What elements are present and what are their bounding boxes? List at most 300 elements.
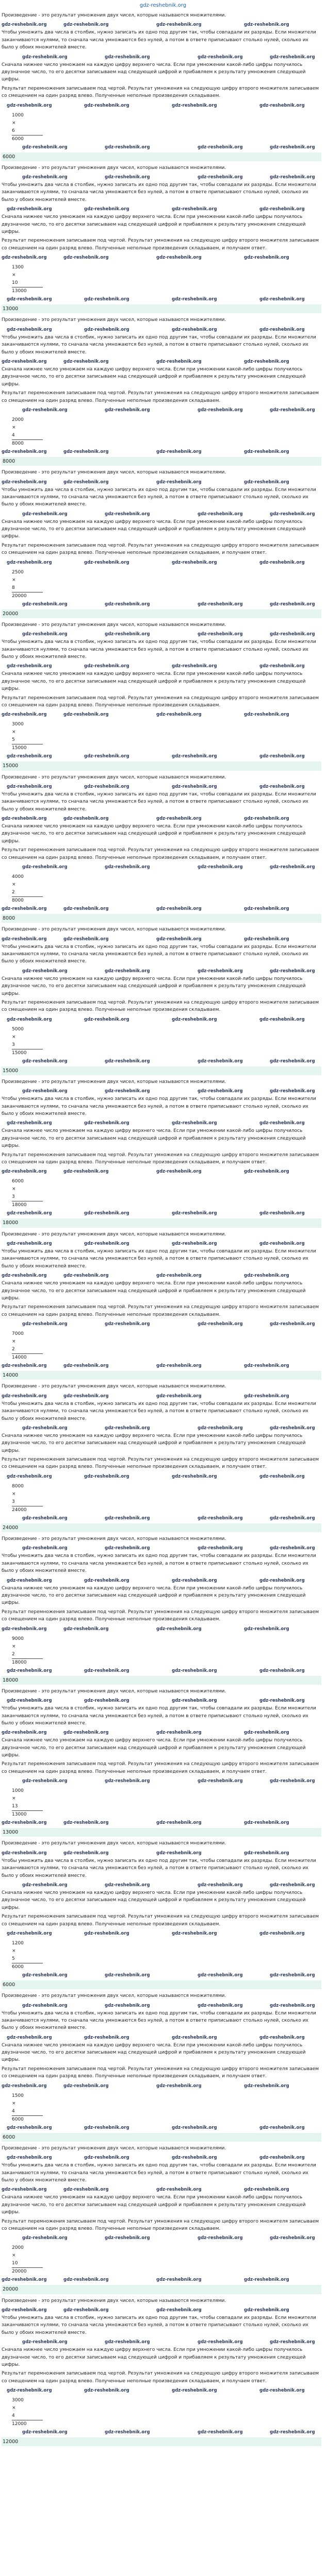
solution-block	[2, 469, 321, 618]
watermark-text: gdz-reshebnik.org	[198, 1883, 243, 1888]
watermark-row	[2, 1544, 321, 1552]
watermark-text: gdz-reshebnik.org	[105, 1546, 150, 1551]
watermark-text: gdz-reshebnik.org	[7, 560, 52, 565]
watermark-row	[2, 1057, 321, 1065]
watermark-text: gdz-reshebnik.org	[270, 1321, 315, 1327]
explanation-paragraph: Результат перемножения записываем под чертой. Результат умножения на следующую цифру второго множителя записываем со смещением на один разряд влево. Полученные неполные произведения складываем.	[2, 1304, 319, 1317]
watermark-row	[2, 2306, 321, 2314]
watermark-text: gdz-reshebnik.org	[105, 407, 150, 413]
watermark-text: gdz-reshebnik.org	[7, 207, 52, 212]
watermark-text: gdz-reshebnik.org	[270, 54, 315, 60]
watermark-text: gdz-reshebnik.org	[259, 2125, 305, 2130]
watermark-text: gdz-reshebnik.org	[105, 2003, 150, 2008]
explanation-paragraph: Результат перемножения записываем под чертой. Результат умножения на следующую цифру второго множителя записываем со смещением на один разряд влево. Полученные неполные произведения складываем, и получаем ответ.	[2, 238, 319, 251]
watermark-text: gdz-reshebnik.org	[198, 1546, 243, 1551]
watermark-text: gdz-reshebnik.org	[2, 1273, 47, 1279]
watermark-text: gdz-reshebnik.org	[2, 255, 47, 261]
factor-row: 5	[12, 1956, 15, 1961]
watermark-text: gdz-reshebnik.org	[63, 255, 109, 261]
explanation-paragraph: Сначала нижнее число умножаем на каждую цифру верхнего числа. Если при умножении какой-либо цифры получилось двузначное число, то его десятки записываем над следующей цифрой и прибавляем к результату умножения следующей цифры.	[2, 1281, 306, 1301]
answer-value: 18000	[2, 1218, 321, 1227]
watermark-text: gdz-reshebnik.org	[63, 2307, 109, 2313]
watermark-row	[2, 2002, 321, 2010]
watermark-text: gdz-reshebnik.org	[156, 2187, 202, 2193]
watermark-row	[2, 2386, 321, 2395]
watermark-row	[2, 1087, 321, 1095]
factor-row: 2	[12, 1651, 15, 1657]
watermark-text: gdz-reshebnik.org	[7, 1016, 52, 1022]
watermark-text: gdz-reshebnik.org	[244, 449, 289, 454]
explanation-paragraph: Сначала нижнее число умножаем на каждую цифру верхнего числа. Если при умножении какой-либо цифры получилось двузначное число, то его десятки записываем над следующей цифрой и прибавляем к результату умножения следующей цифры.	[2, 1890, 306, 1910]
watermark-row	[2, 1777, 321, 1785]
watermark-row	[2, 2124, 321, 2132]
solution-block	[2, 774, 321, 923]
multiply-sign: ×	[12, 730, 16, 735]
watermark-text: gdz-reshebnik.org	[259, 207, 305, 212]
solution-block	[2, 1688, 321, 1837]
answer-value: 6000	[2, 1980, 321, 1989]
watermark-text: gdz-reshebnik.org	[172, 1668, 217, 1673]
watermark-text: gdz-reshebnik.org	[63, 936, 109, 942]
watermark-text: gdz-reshebnik.org	[2, 816, 47, 822]
factor-row: 1300	[12, 265, 24, 270]
watermark-text: gdz-reshebnik.org	[105, 2340, 150, 2345]
explanation-paragraph: Результат перемножения записываем под чертой. Результат умножения на следующую цифру второго множителя записываем со смещением на один разряд влево. Полученные неполные произведения складываем, и получаем ответ.	[2, 543, 319, 556]
product-row: 12000	[12, 2420, 43, 2428]
watermark-row	[2, 1625, 321, 1633]
watermark-text: gdz-reshebnik.org	[244, 22, 289, 28]
multiply-sign: ×	[12, 2405, 16, 2411]
product-row: 6000	[12, 2115, 43, 2124]
watermark-text: gdz-reshebnik.org	[259, 664, 305, 669]
watermark-text: gdz-reshebnik.org	[198, 865, 243, 870]
watermark-text: gdz-reshebnik.org	[172, 1211, 217, 1216]
multiply-sign: ×	[12, 1187, 16, 1192]
watermark-text: gdz-reshebnik.org	[198, 601, 243, 607]
watermark-row	[2, 253, 321, 262]
watermark-text: gdz-reshebnik.org	[105, 2235, 150, 2241]
watermark-text: gdz-reshebnik.org	[63, 22, 109, 28]
watermark-text: gdz-reshebnik.org	[172, 2155, 217, 2161]
column-multiplication	[12, 2397, 94, 2428]
watermark-text: gdz-reshebnik.org	[22, 1425, 68, 1431]
product-row: 20000	[12, 592, 43, 600]
watermark-text: gdz-reshebnik.org	[22, 632, 68, 637]
watermark-text: gdz-reshebnik.org	[198, 968, 243, 974]
watermark-text: gdz-reshebnik.org	[172, 1473, 217, 1479]
watermark-text: gdz-reshebnik.org	[270, 1058, 315, 1064]
watermark-text: gdz-reshebnik.org	[244, 816, 289, 822]
solution-block	[2, 164, 321, 314]
solution-block	[2, 1535, 321, 1685]
watermark-text: gdz-reshebnik.org	[259, 1241, 305, 1247]
watermark-text: gdz-reshebnik.org	[84, 103, 129, 108]
watermark-row	[2, 173, 321, 181]
watermark-text: gdz-reshebnik.org	[270, 632, 315, 637]
solution-block	[2, 316, 321, 466]
watermark-text: gdz-reshebnik.org	[105, 1089, 150, 1094]
answer-value: 20000	[2, 2285, 321, 2294]
watermark-text: gdz-reshebnik.org	[7, 754, 52, 759]
watermark-text: gdz-reshebnik.org	[156, 22, 202, 28]
watermark-text: gdz-reshebnik.org	[198, 2235, 243, 2241]
watermark-row	[2, 1015, 321, 1024]
watermark-text: gdz-reshebnik.org	[156, 1626, 202, 1632]
explanation-paragraph: Сначала нижнее число умножаем на каждую цифру верхнего числа. Если при умножении какой-либо цифры получилось двузначное число, то его десятки записываем над следующей цифрой и прибавляем к результату умножения следующей цифры.	[2, 62, 306, 82]
watermark-text: gdz-reshebnik.org	[244, 255, 289, 261]
watermark-text: gdz-reshebnik.org	[63, 906, 109, 912]
multiply-sign: ×	[12, 1643, 16, 1649]
watermark-text: gdz-reshebnik.org	[63, 1393, 109, 1399]
watermark-text: gdz-reshebnik.org	[198, 1321, 243, 1327]
watermark-row	[2, 2276, 321, 2284]
explanation-paragraph: Произведение - это результат умножения двух чисел, которые называются множителями.	[2, 317, 226, 323]
watermark-text: gdz-reshebnik.org	[259, 1668, 305, 1673]
watermark-row	[2, 815, 321, 823]
watermark-text: gdz-reshebnik.org	[7, 1241, 52, 1247]
watermark-row	[2, 2154, 321, 2162]
watermark-text: gdz-reshebnik.org	[270, 144, 315, 150]
watermark-row	[2, 1514, 321, 1522]
watermark-text: gdz-reshebnik.org	[63, 1363, 109, 1369]
watermark-text: gdz-reshebnik.org	[22, 1972, 68, 1978]
watermark-text: gdz-reshebnik.org	[2, 936, 47, 942]
explanation-paragraph: Произведение - это результат умножения двух чисел, которые называются множителями.	[2, 2145, 226, 2151]
watermark-row	[2, 600, 321, 608]
watermark-text: gdz-reshebnik.org	[270, 175, 315, 180]
watermark-text: gdz-reshebnik.org	[84, 2388, 129, 2394]
product-row: 14000	[12, 1353, 43, 1362]
explanation-paragraph: Произведение - это результат умножения двух чисел, которые называются множителями.	[2, 13, 226, 18]
watermark-row	[2, 1881, 321, 1889]
factor-row: 2	[12, 890, 15, 895]
factor-row: 8	[12, 585, 15, 590]
watermark-text: gdz-reshebnik.org	[156, 906, 202, 912]
watermark-text: gdz-reshebnik.org	[156, 359, 202, 364]
explanation-paragraph: Результат перемножения записываем под чертой. Результат умножения на следующую цифру второго множителя записываем со смещением на один разряд влево. Полученные неполные произведения складываем.	[2, 1609, 319, 1622]
watermark-text: gdz-reshebnik.org	[84, 1698, 129, 1704]
factor-row: 1000	[12, 112, 24, 118]
watermark-text: gdz-reshebnik.org	[63, 359, 109, 364]
watermark-text: gdz-reshebnik.org	[22, 175, 68, 180]
watermark-row	[2, 1577, 321, 1585]
watermark-text: gdz-reshebnik.org	[259, 103, 305, 108]
watermark-row	[2, 1728, 321, 1737]
watermark-text: gdz-reshebnik.org	[2, 1626, 47, 1632]
watermark-text: gdz-reshebnik.org	[22, 968, 68, 974]
watermark-text: gdz-reshebnik.org	[198, 2430, 243, 2435]
factor-row: 2	[12, 1347, 15, 1352]
watermark-text: gdz-reshebnik.org	[105, 1515, 150, 1521]
explanation-paragraph: Результат перемножения записываем под чертой. Результат умножения на следующую цифру второго множителя записываем со смещением на один разряд влево. Полученные неполные произведения складываем, и получаем ответ.	[2, 1152, 319, 1165]
multiply-sign: ×	[12, 1948, 16, 1954]
explanation-paragraph: Сначала нижнее число умножаем на каждую цифру верхнего числа. Если при умножении какой-либо цифры получилось двузначное число, то его десятки записываем над следующей цифрой и прибавляем к результату умножения следующей цифры.	[2, 1128, 306, 1149]
watermark-row	[2, 21, 321, 29]
explanation-paragraph: Результат перемножения записываем под чертой. Результат умножения на следующую цифру второго множителя записываем со смещением на один разряд влево. Полученные неполные произведения складываем, и получаем ответ.	[2, 1761, 319, 1774]
product-row: 13000	[12, 1810, 43, 1819]
product-row: 6000	[12, 135, 43, 143]
watermark-text: gdz-reshebnik.org	[198, 175, 243, 180]
explanation-paragraph: Произведение - это результат умножения двух чисел, которые называются множителями.	[2, 2298, 226, 2303]
watermark-text: gdz-reshebnik.org	[84, 1578, 129, 1583]
explanation-paragraph: Чтобы умножить два числа в столбик, нужно записать их одно под другим так, чтобы совпадали их разряды. Если множители заканчиваются нулями, то сначала числа умножаются без нулей, а потом в ответе приписывают столько нулей, сколько их было у обоих множителей вместе.	[2, 1401, 316, 1421]
watermark-text: gdz-reshebnik.org	[105, 54, 150, 60]
watermark-text: gdz-reshebnik.org	[172, 103, 217, 108]
factor-row: 13	[12, 1804, 18, 1809]
watermark-text: gdz-reshebnik.org	[2, 1169, 47, 1175]
site-link[interactable]: gdz-reshebnik.org	[139, 3, 187, 8]
watermark-text: gdz-reshebnik.org	[7, 327, 52, 332]
watermark-text: gdz-reshebnik.org	[198, 632, 243, 637]
watermark-text: gdz-reshebnik.org	[270, 1515, 315, 1521]
explanation-paragraph: Чтобы умножить два числа в столбик, нужно записать их одно под другим так, чтобы совпадали их разряды. Если множители заканчиваются нулями, то сначала числа умножаются без нулей, а потом в ответе приписывают столько нулей, сколько их было у обоих множителей вместе.	[2, 944, 316, 964]
watermark-text: gdz-reshebnik.org	[2, 1393, 47, 1399]
watermark-text: gdz-reshebnik.org	[172, 664, 217, 669]
multiply-sign: ×	[12, 1339, 16, 1345]
watermark-text: gdz-reshebnik.org	[105, 2430, 150, 2435]
watermark-text: gdz-reshebnik.org	[22, 2235, 68, 2241]
watermark-text: gdz-reshebnik.org	[172, 327, 217, 332]
watermark-text: gdz-reshebnik.org	[63, 1169, 109, 1175]
explanation-paragraph: Сначала нижнее число умножаем на каждую цифру верхнего числа. Если при умножении какой-либо цифры получилось двузначное число, то его десятки записываем над следующей цифрой и прибавляем к результату умножения следующей цифры.	[2, 2347, 306, 2367]
watermark-text: gdz-reshebnik.org	[270, 407, 315, 413]
explanation-paragraph: Произведение - это результат умножения двух чисел, которые называются множителями.	[2, 1688, 226, 1694]
watermark-text: gdz-reshebnik.org	[244, 359, 289, 364]
watermark-text: gdz-reshebnik.org	[198, 1515, 243, 1521]
watermark-text: gdz-reshebnik.org	[172, 1121, 217, 1126]
watermark-text: gdz-reshebnik.org	[259, 1578, 305, 1583]
factor-row: 8000	[12, 1483, 24, 1489]
explanation-paragraph: Чтобы умножить два числа в столбик, нужно записать их одно под другим так, чтобы совпадали их разряды. Если множители заканчиваются нулями, то сначала числа умножаются без нулей, а потом в ответе приписывают столько нулей, сколько их было у обоих множителей вместе.	[2, 791, 316, 812]
watermark-text: gdz-reshebnik.org	[22, 511, 68, 517]
watermark-text: gdz-reshebnik.org	[2, 906, 47, 912]
multiply-sign: ×	[12, 577, 16, 583]
answer-value: 13000	[2, 1828, 321, 1837]
watermark-text: gdz-reshebnik.org	[105, 865, 150, 870]
watermark-text: gdz-reshebnik.org	[63, 2187, 109, 2193]
watermark-text: gdz-reshebnik.org	[198, 1058, 243, 1064]
watermark-row	[2, 1392, 321, 1400]
watermark-text: gdz-reshebnik.org	[259, 560, 305, 565]
watermark-text: gdz-reshebnik.org	[7, 1211, 52, 1216]
watermark-text: gdz-reshebnik.org	[156, 1393, 202, 1399]
watermark-text: gdz-reshebnik.org	[105, 1883, 150, 1888]
watermark-text: gdz-reshebnik.org	[7, 2125, 52, 2130]
watermark-text: gdz-reshebnik.org	[22, 1058, 68, 1064]
explanation-paragraph: Результат перемножения записываем под чертой. Результат умножения на следующую цифру второго множителя записываем со смещением на один разряд влево. Полученные неполные произведения складываем.	[2, 391, 319, 403]
watermark-row	[2, 1424, 321, 1432]
watermark-text: gdz-reshebnik.org	[22, 54, 68, 60]
explanation-paragraph: Сначала нижнее число умножаем на каждую цифру верхнего числа. Если при умножении какой-либо цифры получилось двузначное число, то его десятки записываем над следующей цифрой и прибавляем к результату умножения следующей цифры.	[2, 1433, 306, 1453]
watermark-row	[2, 510, 321, 518]
watermark-row	[2, 326, 321, 334]
watermark-text: gdz-reshebnik.org	[2, 712, 47, 718]
watermark-row	[2, 630, 321, 638]
solution-block	[2, 12, 321, 161]
watermark-text: gdz-reshebnik.org	[63, 1850, 109, 1856]
watermark-text: gdz-reshebnik.org	[2, 1730, 47, 1736]
explanation-paragraph: Результат перемножения записываем под чертой. Результат умножения на следующую цифру второго множителя записываем со смещением на один разряд влево. Полученные неполные произведения складываем, и получаем ответ.	[2, 2371, 319, 2384]
watermark-text: gdz-reshebnik.org	[244, 1850, 289, 1856]
watermark-row	[2, 143, 321, 151]
watermark-text: gdz-reshebnik.org	[2, 479, 47, 485]
explanation-paragraph: Сначала нижнее число умножаем на каждую цифру верхнего числа. Если при умножении какой-либо цифры получилось двузначное число, то его десятки записываем над следующей цифрой и прибавляем к результату умножения следующей цифры.	[2, 824, 306, 844]
factor-row: 4	[12, 432, 15, 438]
watermark-row	[2, 710, 321, 719]
explanation-paragraph: Произведение - это результат умножения двух чисел, которые называются множителями.	[2, 470, 226, 476]
explanation-paragraph: Результат перемножения записываем под чертой. Результат умножения на следующую цифру второго множителя записываем со смещением на один разряд влево. Полученные неполные произведения складываем.	[2, 999, 319, 1013]
watermark-row	[2, 53, 321, 61]
watermark-text: gdz-reshebnik.org	[198, 1089, 243, 1094]
column-multiplication	[12, 2092, 94, 2124]
watermark-text: gdz-reshebnik.org	[198, 1778, 243, 1784]
watermark-text: gdz-reshebnik.org	[172, 754, 217, 759]
watermark-row	[2, 448, 321, 456]
watermark-text: gdz-reshebnik.org	[7, 784, 52, 789]
column-multiplication	[12, 2244, 94, 2276]
watermark-text: gdz-reshebnik.org	[244, 712, 289, 718]
column-multiplication	[12, 569, 94, 600]
watermark-row	[2, 1472, 321, 1481]
watermark-text: gdz-reshebnik.org	[84, 327, 129, 332]
explanation-paragraph: Произведение - это результат умножения двух чисел, которые называются множителями.	[2, 1079, 226, 1084]
solution-block	[2, 1992, 321, 2142]
product-row: 8000	[12, 439, 43, 448]
watermark-text: gdz-reshebnik.org	[105, 968, 150, 974]
watermark-row	[2, 478, 321, 486]
watermark-text: gdz-reshebnik.org	[22, 865, 68, 870]
watermark-text: gdz-reshebnik.org	[22, 601, 68, 607]
watermark-text: gdz-reshebnik.org	[105, 632, 150, 637]
watermark-row	[2, 1929, 321, 1938]
factor-row: 3000	[12, 2398, 24, 2403]
explanation-paragraph: Произведение - это результат умножения двух чисел, которые называются множителями.	[2, 1384, 226, 1389]
watermark-text: gdz-reshebnik.org	[172, 2388, 217, 2394]
watermark-text: gdz-reshebnik.org	[63, 1730, 109, 1736]
watermark-row	[2, 1272, 321, 1280]
watermark-row	[2, 2234, 321, 2242]
watermark-text: gdz-reshebnik.org	[84, 2125, 129, 2130]
product-row: 15000	[12, 744, 43, 752]
explanation-paragraph: Чтобы умножить два числа в столбик, нужно записать их одно под другим так, чтобы совпадали их разряды. Если множители заканчиваются нулями, то сначала числа умножаются без нулей, а потом в ответе приписывают столько нулей, сколько их было у обоих множителей вместе.	[2, 2010, 316, 2031]
watermark-text: gdz-reshebnik.org	[84, 2155, 129, 2161]
multiply-sign: ×	[12, 2100, 16, 2106]
watermark-text: gdz-reshebnik.org	[63, 1273, 109, 1279]
watermark-text: gdz-reshebnik.org	[270, 1089, 315, 1094]
explanation-paragraph: Сначала нижнее число умножаем на каждую цифру верхнего числа. Если при умножении какой-либо цифры получилось двузначное число, то его десятки записываем над следующей цифрой и прибавляем к результату умножения следующей цифры.	[2, 366, 306, 387]
explanation-paragraph: Чтобы умножить два числа в столбик, нужно записать их одно под другим так, чтобы совпадали их разряды. Если множители заканчиваются нулями, то сначала числа умножаются без нулей, а потом в ответе приписывают столько нулей, сколько их было у обоих множителей вместе.	[2, 334, 316, 355]
watermark-text: gdz-reshebnik.org	[244, 1363, 289, 1369]
watermark-text: gdz-reshebnik.org	[2, 2187, 47, 2193]
watermark-text: gdz-reshebnik.org	[84, 1016, 129, 1022]
watermark-text: gdz-reshebnik.org	[2, 2307, 47, 2313]
explanation-paragraph: Чтобы умножить два числа в столбик, нужно записать их одно под другим так, чтобы совпадали их разряды. Если множители заканчиваются нулями, то сначала числа умножаются без нулей, а потом в ответе приписывают столько нулей, сколько их было у обоих множителей вместе.	[2, 1553, 316, 1574]
watermark-text: gdz-reshebnik.org	[259, 2155, 305, 2161]
watermark-text: gdz-reshebnik.org	[63, 1820, 109, 1826]
column-multiplication	[12, 1178, 94, 1209]
explanation-paragraph: Сначала нижнее число умножаем на каждую цифру верхнего числа. Если при умножении какой-либо цифры получилось двузначное число, то его десятки записываем над следующей цифрой и прибавляем к результату умножения следующей цифры.	[2, 2042, 306, 2063]
watermark-text: gdz-reshebnik.org	[172, 2125, 217, 2130]
explanation-paragraph: Чтобы умножить два числа в столбик, нужно записать их одно под другим так, чтобы совпадали их разряды. Если множители заканчиваются нулями, то сначала числа умножаются без нулей, а потом в ответе приписывают столько нулей, сколько их было у обоих множителей вместе.	[2, 30, 316, 50]
explanation-paragraph: Результат перемножения записываем под чертой. Результат умножения на следующую цифру второго множителя записываем со смещением на один разряд влево. Полученные неполные произведения складываем.	[2, 695, 319, 708]
watermark-text: gdz-reshebnik.org	[270, 511, 315, 517]
watermark-text: gdz-reshebnik.org	[172, 297, 217, 302]
watermark-text: gdz-reshebnik.org	[7, 1473, 52, 1479]
explanation-paragraph: Результат перемножения записываем под чертой. Результат умножения на следующую цифру второго множителя записываем со смещением на один разряд влево. Полученные неполные произведения складываем, и получаем ответ.	[2, 848, 319, 860]
watermark-row	[2, 935, 321, 943]
watermark-row	[2, 358, 321, 366]
watermark-text: gdz-reshebnik.org	[2, 1850, 47, 1856]
solution-block	[2, 1840, 321, 1989]
watermark-text: gdz-reshebnik.org	[156, 479, 202, 485]
watermark-row	[2, 1240, 321, 1248]
watermark-text: gdz-reshebnik.org	[172, 1016, 217, 1022]
watermark-text: gdz-reshebnik.org	[84, 207, 129, 212]
watermark-text: gdz-reshebnik.org	[156, 2083, 202, 2089]
watermark-row	[2, 905, 321, 913]
watermark-row	[2, 558, 321, 567]
watermark-text: gdz-reshebnik.org	[84, 2035, 129, 2040]
watermark-text: gdz-reshebnik.org	[2, 449, 47, 454]
watermark-row	[2, 295, 321, 303]
watermark-text: gdz-reshebnik.org	[105, 1058, 150, 1064]
factor-row: 3	[12, 1194, 15, 1200]
watermark-text: gdz-reshebnik.org	[270, 2340, 315, 2345]
watermark-row	[2, 967, 321, 975]
watermark-text: gdz-reshebnik.org	[198, 407, 243, 413]
watermark-row	[2, 406, 321, 414]
watermark-text: gdz-reshebnik.org	[244, 936, 289, 942]
watermark-text: gdz-reshebnik.org	[156, 449, 202, 454]
explanation-paragraph: Результат перемножения записываем под чертой. Результат умножения на следующую цифру второго множителя записываем со смещением на один разряд влево. Полученные неполные произведения складываем.	[2, 86, 319, 99]
watermark-text: gdz-reshebnik.org	[244, 2277, 289, 2283]
factor-row: 5	[12, 737, 15, 743]
watermark-text: gdz-reshebnik.org	[2, 1363, 47, 1369]
watermark-text: gdz-reshebnik.org	[259, 1016, 305, 1022]
watermark-text: gdz-reshebnik.org	[84, 560, 129, 565]
watermark-text: gdz-reshebnik.org	[156, 1169, 202, 1175]
factor-row: 6	[12, 128, 15, 133]
watermark-text: gdz-reshebnik.org	[63, 449, 109, 454]
watermark-row	[2, 2185, 321, 2194]
watermark-text: gdz-reshebnik.org	[63, 479, 109, 485]
watermark-row	[2, 1362, 321, 1370]
watermark-text: gdz-reshebnik.org	[244, 1820, 289, 1826]
explanation-paragraph: Результат перемножения записываем под чертой. Результат умножения на следующую цифру второго множителя записываем со смещением на один разряд влево. Полученные неполные произведения складываем.	[2, 1914, 319, 1927]
watermark-text: gdz-reshebnik.org	[22, 1546, 68, 1551]
watermark-row	[2, 863, 321, 871]
answer-value: 24000	[2, 1523, 321, 1532]
solution-block	[2, 621, 321, 771]
factor-row: 4	[12, 2413, 15, 2419]
answer-value: 15000	[2, 761, 321, 770]
answer-value: 20000	[2, 609, 321, 618]
watermark-text: gdz-reshebnik.org	[172, 207, 217, 212]
column-multiplication	[12, 416, 94, 448]
watermark-text: gdz-reshebnik.org	[156, 1820, 202, 1826]
product-row: 24000	[12, 1506, 43, 1514]
solution-block	[2, 926, 321, 1075]
factor-row: 2500	[12, 569, 24, 575]
watermark-text: gdz-reshebnik.org	[244, 479, 289, 485]
factor-row: 1500	[12, 2093, 24, 2098]
watermark-text: gdz-reshebnik.org	[105, 1321, 150, 1327]
watermark-text: gdz-reshebnik.org	[63, 2277, 109, 2283]
explanation-paragraph: Чтобы умножить два числа в столбик, нужно записать их одно под другим так, чтобы совпадали их разряды. Если множители заканчиваются нулями, то сначала числа умножаются без нулей, а потом в ответе приписывают столько нулей, сколько их было у обоих множителей вместе.	[2, 182, 316, 202]
watermark-row	[2, 2033, 321, 2042]
watermark-text: gdz-reshebnik.org	[270, 2430, 315, 2435]
watermark-text: gdz-reshebnik.org	[270, 1883, 315, 1888]
